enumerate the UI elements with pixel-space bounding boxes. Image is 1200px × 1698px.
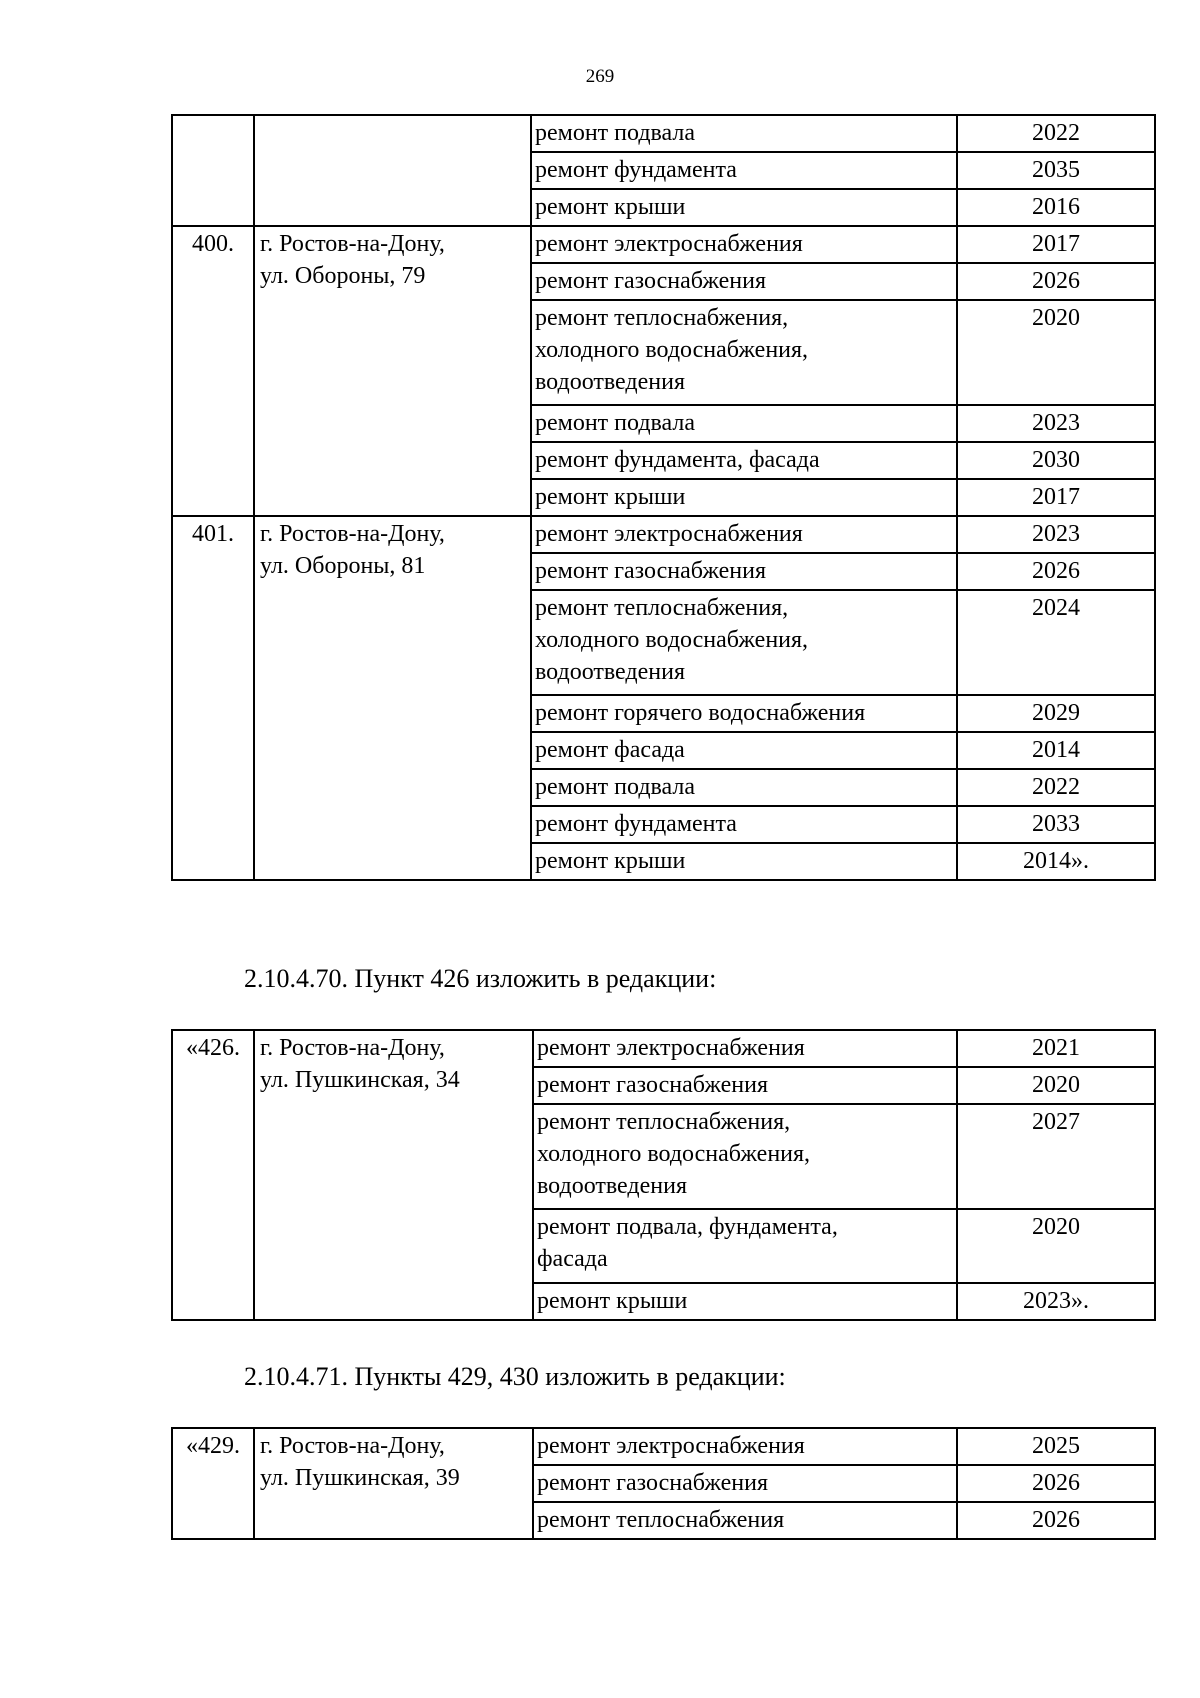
item-number-cell: «429.: [172, 1428, 254, 1539]
year-cell: 2023: [957, 516, 1155, 553]
year-cell: 2030: [957, 442, 1155, 479]
year-cell: 2017: [957, 479, 1155, 516]
year-cell: 2017: [957, 226, 1155, 263]
address-cell: г. Ростов-на-Дону, ул. Обороны, 79: [254, 226, 531, 516]
year-cell: 2021: [957, 1030, 1155, 1067]
year-cell: 2016: [957, 189, 1155, 226]
work-type-cell: ремонт электроснабжения: [533, 1428, 957, 1465]
repair-schedule-table-1: [171, 114, 1156, 881]
work-type-cell: ремонт фундамента: [531, 152, 957, 189]
year-cell: 2033: [957, 806, 1155, 843]
work-type-cell: ремонт крыши: [531, 479, 957, 516]
work-type-cell: ремонт крыши: [533, 1283, 957, 1320]
work-type-cell: ремонт теплоснабжения: [533, 1502, 957, 1539]
page-number: 269: [585, 66, 615, 87]
work-type-cell: ремонт теплоснабжения, холодного водоснабжения, водоотведения: [531, 300, 957, 405]
table-row: [172, 516, 1155, 553]
work-type-cell: ремонт фундамента: [531, 806, 957, 843]
year-cell: 2023».: [957, 1283, 1155, 1320]
year-cell: 2022: [957, 115, 1155, 152]
work-type-cell: ремонт подвала: [531, 769, 957, 806]
work-type-cell: ремонт газоснабжения: [531, 263, 957, 300]
work-type-cell: ремонт теплоснабжения, холодного водоснабжения, водоотведения: [531, 590, 957, 695]
year-cell: 2020: [957, 1209, 1155, 1283]
paragraph-items-429-430: 2.10.4.71. Пункты 429, 430 изложить в редакции:: [244, 1362, 786, 1391]
year-cell: 2026: [957, 553, 1155, 590]
item-number-cell: 401.: [172, 516, 254, 880]
work-type-cell: ремонт теплоснабжения, холодного водоснабжения, водоотведения: [533, 1104, 957, 1209]
work-type-cell: ремонт электроснабжения: [531, 516, 957, 553]
work-type-cell: ремонт электроснабжения: [531, 226, 957, 263]
year-cell: 2024: [957, 590, 1155, 695]
year-cell: 2026: [957, 1465, 1155, 1502]
year-cell: 2029: [957, 695, 1155, 732]
item-number-cell: 400.: [172, 226, 254, 516]
year-cell: 2020: [957, 1067, 1155, 1104]
address-cell: г. Ростов-на-Дону, ул. Обороны, 81: [254, 516, 531, 880]
work-type-cell: ремонт газоснабжения: [533, 1067, 957, 1104]
year-cell: 2022: [957, 769, 1155, 806]
work-type-cell: ремонт подвала: [531, 405, 957, 442]
address-cell: [254, 115, 531, 226]
year-cell: 2027: [957, 1104, 1155, 1209]
year-cell: 2026: [957, 1502, 1155, 1539]
year-cell: 2014: [957, 732, 1155, 769]
work-type-cell: ремонт крыши: [531, 843, 957, 880]
repair-schedule-table-3: [171, 1427, 1156, 1540]
work-type-cell: ремонт горячего водоснабжения: [531, 695, 957, 732]
repair-schedule-table-2: [171, 1029, 1156, 1321]
table-row: [172, 1030, 1155, 1067]
year-cell: 2023: [957, 405, 1155, 442]
table-row: [172, 226, 1155, 263]
work-type-cell: ремонт фасада: [531, 732, 957, 769]
table-row: [172, 115, 1155, 152]
work-type-cell: ремонт электроснабжения: [533, 1030, 957, 1067]
year-cell: 2026: [957, 263, 1155, 300]
year-cell: 2020: [957, 300, 1155, 405]
work-type-cell: ремонт подвала: [531, 115, 957, 152]
year-cell: 2025: [957, 1428, 1155, 1465]
work-type-cell: ремонт фундамента, фасада: [531, 442, 957, 479]
year-cell: 2035: [957, 152, 1155, 189]
work-type-cell: ремонт подвала, фундамента, фасада: [533, 1209, 957, 1283]
paragraph-item-426: 2.10.4.70. Пункт 426 изложить в редакции:: [244, 964, 717, 993]
work-type-cell: ремонт газоснабжения: [531, 553, 957, 590]
work-type-cell: ремонт газоснабжения: [533, 1465, 957, 1502]
table-row: [172, 1428, 1155, 1465]
year-cell: 2014».: [957, 843, 1155, 880]
address-cell: г. Ростов-на-Дону, ул. Пушкинская, 34: [254, 1030, 533, 1320]
work-type-cell: ремонт крыши: [531, 189, 957, 226]
address-cell: г. Ростов-на-Дону, ул. Пушкинская, 39: [254, 1428, 533, 1539]
item-number-cell: [172, 115, 254, 226]
item-number-cell: «426.: [172, 1030, 254, 1320]
